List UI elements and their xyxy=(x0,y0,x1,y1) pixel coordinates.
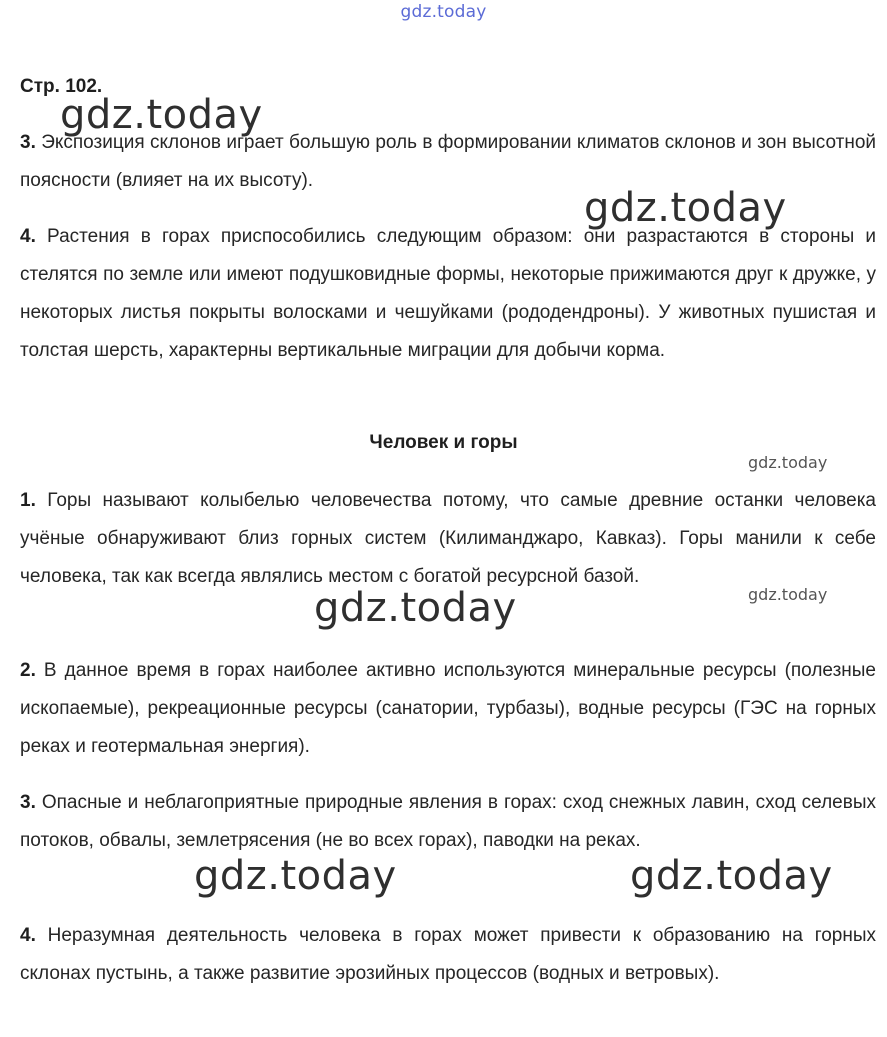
section-answer-4 xyxy=(20,917,876,993)
watermark-small: gdz.today xyxy=(748,453,828,472)
answer-text: Горы называют колыбелью человечества потому, что самые древние останки человека учёные обнаруживают близ горных систем (Килиманджаро, Кавказ). Горы манили к себе человека, так как всегда являлись местом с богатой ресурсной базой. xyxy=(20,490,876,587)
section-answer-3 xyxy=(20,784,876,860)
watermark-small: gdz.today xyxy=(748,585,828,604)
section-answer-1 xyxy=(20,482,876,596)
answer-number: 4. xyxy=(20,925,36,946)
watermark: gdz.today xyxy=(194,853,397,899)
answer-text: Растения в горах приспособились следующим образом: они разрастаются в стороны и стелятся по земле или имеют подушковидные формы, некоторые прижимаются друг к дружке, у некоторых листья покрыты волосками и чешуйками (рододендроны). У животных пушистая и толстая шерсть, характерны вертикальные миграции для добычи корма. xyxy=(20,226,876,361)
watermark: gdz.today xyxy=(630,853,833,899)
answer-text: В данное время в горах наиболее активно используются минеральные ресурсы (полезные ископаемые), рекреационные ресурсы (санатории, турбазы), водные ресурсы (ГЭС на горных реках и геотермальная энергия). xyxy=(20,660,876,757)
watermark: gdz.today xyxy=(60,92,263,138)
answer-number: 3. xyxy=(20,132,36,153)
answer-number: 3. xyxy=(20,792,36,813)
watermark: gdz.today xyxy=(314,585,517,631)
answer-4 xyxy=(20,218,876,370)
answer-number: 2. xyxy=(20,660,36,681)
watermark: gdz.today xyxy=(584,185,787,231)
section-title: Человек и горы xyxy=(369,432,518,453)
section-answer-2 xyxy=(20,652,876,766)
answer-number: 1. xyxy=(20,490,36,511)
page-number: Стр. 102. xyxy=(20,76,103,97)
watermark-top: gdz.today xyxy=(400,2,487,22)
answer-text: Экспозиция склонов играет большую роль в формировании климатов склонов и зон высотной поясности (влияет на их высоту). xyxy=(20,132,877,191)
answer-number: 4. xyxy=(20,226,36,247)
answer-text: Опасные и неблагоприятные природные явления в горах: сход снежных лавин, сход селевых потоков, обвалы, землетрясения (не во всех горах), паводки на реках. xyxy=(20,792,876,851)
answer-text: Неразумная деятельность человека в горах может привести к образованию на горных склонах пустынь, а также развитие эрозийных процессов (водных и ветровых). xyxy=(20,925,876,984)
